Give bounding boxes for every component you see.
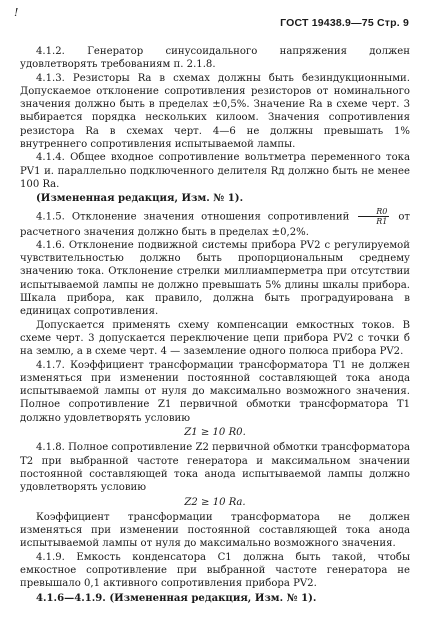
document-body <box>20 45 410 606</box>
formula-z1: Z1 ≥ 10 R0. <box>184 427 246 439</box>
fraction-denominator: R1 <box>376 216 388 226</box>
paragraph-4-1-6-compensation: Допускается применять схему компенсации емкостных токов. В схеме черт. 3 допускается переключение цепи прибора PV2 с точки б на землю, а в схеме черт. 4 — заземление одного полюса прибора PV2. <box>20 319 410 358</box>
amendment-note-1: (Измененная редакция, Изм. № 1). <box>36 193 244 205</box>
paragraph-4-1-5-tail: от расчетного значения должно быть в пределах ±0,2%. <box>20 211 410 238</box>
paragraph-4-1-3: 4.1.3. Резисторы Rа в схемах должны быть безиндукционными. Допускаемое отклонение сопротивления резисторов от номинального значения должно быть в пределах ±0,5%. Значение Rа в схеме черт. 3 выбирается порядка нескольких килоом. Значения сопротивления резистора Rа в схемах черт. 4—6 не должны превышать 1% внутреннего сопротивления испытываемой лампы. <box>20 72 410 151</box>
paragraph-4-1-2: 4.1.2. Генератор синусоидального напряжения должен удовлетворять требованиям п. 2.1.8. <box>20 46 410 71</box>
paragraph-4-1-4: 4.1.4. Общее входное сопротивление вольтметра переменного тока PV1 и. параллельно подключенного делителя Rд должно быть не менее 100 Rа. <box>20 152 410 190</box>
paragraph-4-1-7: 4.1.7. Коэффициент трансформации трансформатора T1 не должен изменяться при изменении постоянной составляющей тока анода испытываемой лампы от нуля до максимально возможного значения. Полное сопротивление Z1 первичной обмотки трансформатора T1 должно удовлетворять условию <box>20 359 410 424</box>
paragraph-4-1-8: 4.1.8. Полное сопротивление Z2 первичной обмотки трансформатора T2 при выбранной частоте генератора и максимальном значении постоянной составляющей тока анода испытываемой лампы должно удовлетворять условию <box>20 442 410 494</box>
paragraph-4-1-5-lead: 4.1.5. Отклонение значения отношения сопротивлений <box>36 211 350 223</box>
page-header: ГОСТ 19438.9—75 Стр. 9 <box>280 17 409 29</box>
amendment-note-2: 4.1.6—4.1.9. (Измененная редакция, Изм. № 1). <box>36 592 317 604</box>
corner-mark: ! <box>14 6 19 19</box>
paragraph-4-1-5 <box>20 207 410 239</box>
paragraph-4-1-6: 4.1.6. Отклонение подвижной системы прибора PV2 с регулируемой чувствительностью должно быть пропорциональным среднему значению тока. Отклонение стрелки миллиамперметра при отсутствии испытываемой лампы не должно превышать 5% длины шкалы прибора. Шкала прибора, как правило, должна быть проградуирована в единицах сопротивления. <box>20 239 410 318</box>
paragraph-4-1-8-transformation: Коэффициент трансформации трансформатора не должен изменяться при изменении постоянной составляющей тока анода испытываемой лампы от нуля до максимально возможного значения. <box>20 511 410 550</box>
formula-z2: Z2 ≥ 10 Rа. <box>184 496 246 508</box>
resistance-ratio-fraction <box>358 207 389 226</box>
fraction-numerator: R0 <box>358 207 389 217</box>
paragraph-4-1-9: 4.1.9. Емкость конденсатора C1 должна быть такой, чтобы емкостное сопротивление при выбранной частоте генератора не превышало 0,1 активного сопротивления прибора PV2. <box>20 551 410 590</box>
